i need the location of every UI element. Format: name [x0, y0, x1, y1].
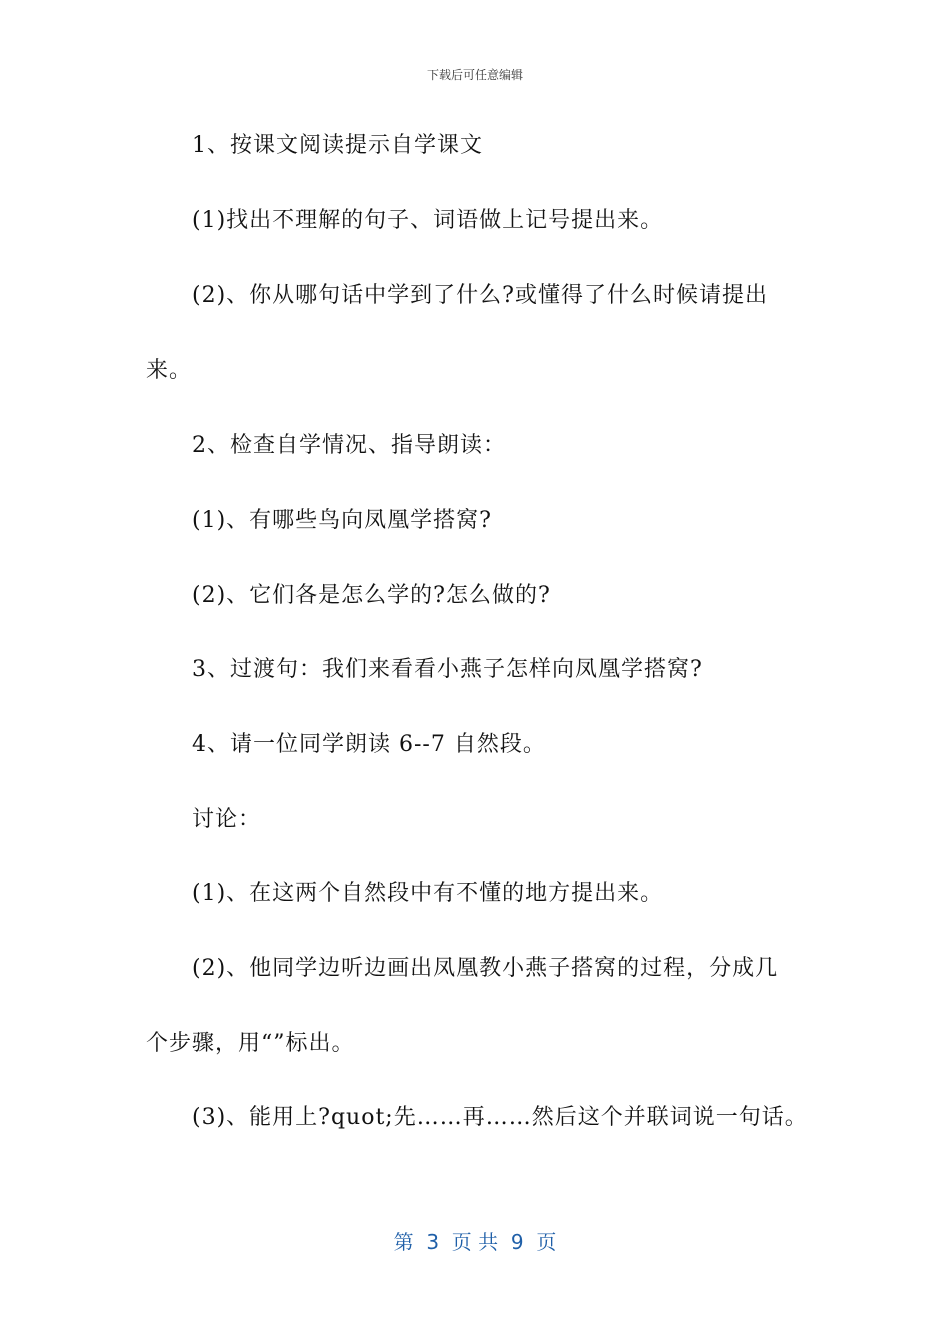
paragraph-line: (1)、在这两个自然段中有不懂的地方提出来。 — [192, 881, 664, 906]
paragraph-line: (2)、它们各是怎么学的?怎么做的? — [192, 583, 551, 608]
paragraph-line: 讨论： — [192, 807, 262, 832]
paragraph-line: (1)、有哪些鸟向凤凰学搭窝? — [192, 508, 492, 533]
paragraph-line: (2)、他同学边听边画出凤凰教小燕子搭窝的过程，分成几 — [192, 956, 779, 981]
paragraph-line: 个步骤，用“”标出。 — [146, 1031, 355, 1056]
paragraph-line: (2)、你从哪句话中学到了什么?或懂得了什么时候请提出 — [192, 283, 768, 308]
paragraph-line: 2、检查自学情况、指导朗读： — [192, 433, 506, 458]
paragraph-line: (1)找出不理解的句子、词语做上记号提出来。 — [192, 208, 664, 233]
paragraph-line: 来。 — [146, 358, 193, 383]
page-header: 下载后可任意编辑 — [426, 68, 523, 82]
paragraph-line: 3、过渡句：我们来看看小燕子怎样向凤凰学搭窝? — [192, 657, 703, 682]
paragraph-line: 4、请一位同学朗读 6--7 自然段。 — [192, 732, 546, 757]
paragraph-line: 1、按课文阅读提示自学课文 — [192, 133, 483, 158]
page-footer: 第 3 页 共 9 页 — [393, 1230, 557, 1254]
paragraph-line: (3)、能用上?quot;先……再……然后这个并联词说一句话。 — [192, 1105, 808, 1130]
